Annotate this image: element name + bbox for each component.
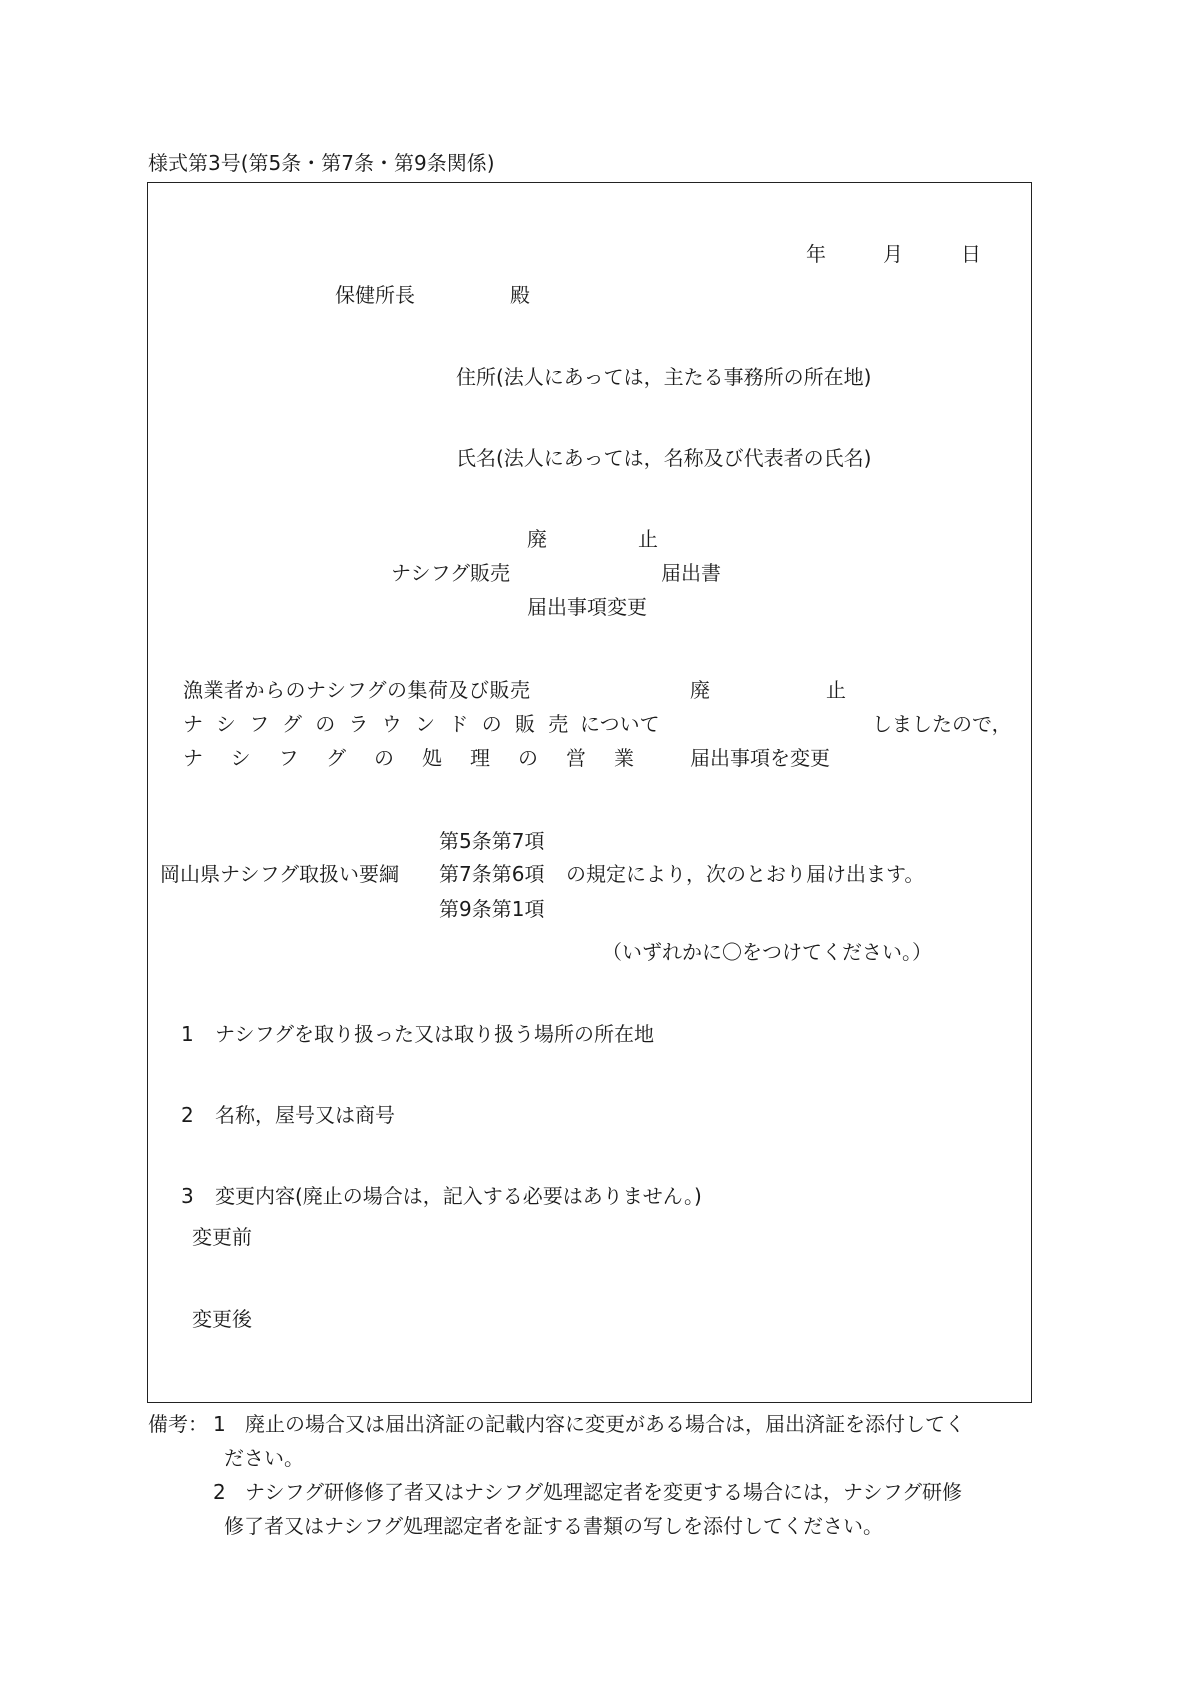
form-number: 様式第3号(第5条・第7条・第9条関係): [148, 151, 495, 175]
remark-1-line-1: 廃止の場合又は届出済証の記載内容に変更がある場合は，届出済証を添付してく: [245, 1412, 965, 1436]
item-1-number: 1: [181, 1022, 194, 1046]
notice-haishi-1: 廃: [690, 678, 710, 702]
regulation-clause-3: 第9条第1項: [439, 897, 545, 921]
addressee-honorific: 殿: [510, 283, 530, 307]
remark-2-line-1: ナシフグ研修修了者又はナシフグ処理認定者を変更する場合には，ナシフグ研修: [245, 1480, 962, 1504]
remarks-label: 備考：: [148, 1412, 208, 1436]
address-label: 住所(法人にあっては，主たる事務所の所在地): [456, 365, 872, 389]
item-1-text: ナシフグを取り扱った又は取り扱う場所の所在地: [215, 1022, 654, 1046]
regulation-name: 岡山県ナシフグ取扱い要綱: [160, 862, 399, 886]
business-type-1-text: 漁業者からのナシフグの集荷及び販売: [183, 678, 531, 702]
date-year: 年: [806, 242, 826, 266]
remark-1-line-2: ださい。: [224, 1446, 304, 1470]
date-month: 月: [883, 242, 903, 266]
remark-2-line-2: 修了者又はナシフグ処理認定者を証する書類の写しを添付してください。: [224, 1514, 883, 1538]
regulation-clause-2: 第7条第6項: [439, 862, 545, 886]
remark-2-number: 2: [213, 1480, 226, 1504]
item-3-text: 変更内容(廃止の場合は，記入する必要はありません。): [215, 1184, 702, 1208]
addressee-title: 保健所長: [335, 283, 415, 307]
title-change: 届出事項変更: [527, 595, 647, 619]
regulation-text: の規定により，次のとおり届け出ます。: [566, 862, 925, 886]
regulation-instruction: （いずれかに〇をつけてください。）: [602, 940, 932, 964]
business-type-2: ナシフグのラウンドの販売: [183, 712, 582, 736]
item-2-text: 名称，屋号又は商号: [215, 1103, 395, 1127]
regulation-clause-1: 第5条第7項: [439, 829, 545, 853]
title-haishi-2: 止: [638, 527, 658, 551]
change-after-label: 変更後: [192, 1307, 252, 1331]
notice-about: について: [580, 712, 660, 736]
notice-ending: しましたので，: [872, 712, 1012, 736]
title-main-right: 届出書: [661, 561, 721, 585]
name-label: 氏名(法人にあっては，名称及び代表者の氏名): [456, 446, 872, 470]
notice-change: 届出事項を変更: [690, 746, 830, 770]
title-haishi-1: 廃: [527, 527, 547, 551]
business-type-3: ナシフグの処理の営業: [183, 746, 662, 770]
notice-haishi-2: 止: [826, 678, 846, 702]
item-3-number: 3: [181, 1184, 194, 1208]
business-type-1: [183, 680, 557, 700]
date-day: 日: [961, 242, 981, 266]
title-main-left: ナシフグ販売: [391, 561, 510, 585]
change-before-label: 変更前: [192, 1225, 252, 1249]
remark-1-number: 1: [213, 1412, 226, 1436]
item-2-number: 2: [181, 1103, 194, 1127]
